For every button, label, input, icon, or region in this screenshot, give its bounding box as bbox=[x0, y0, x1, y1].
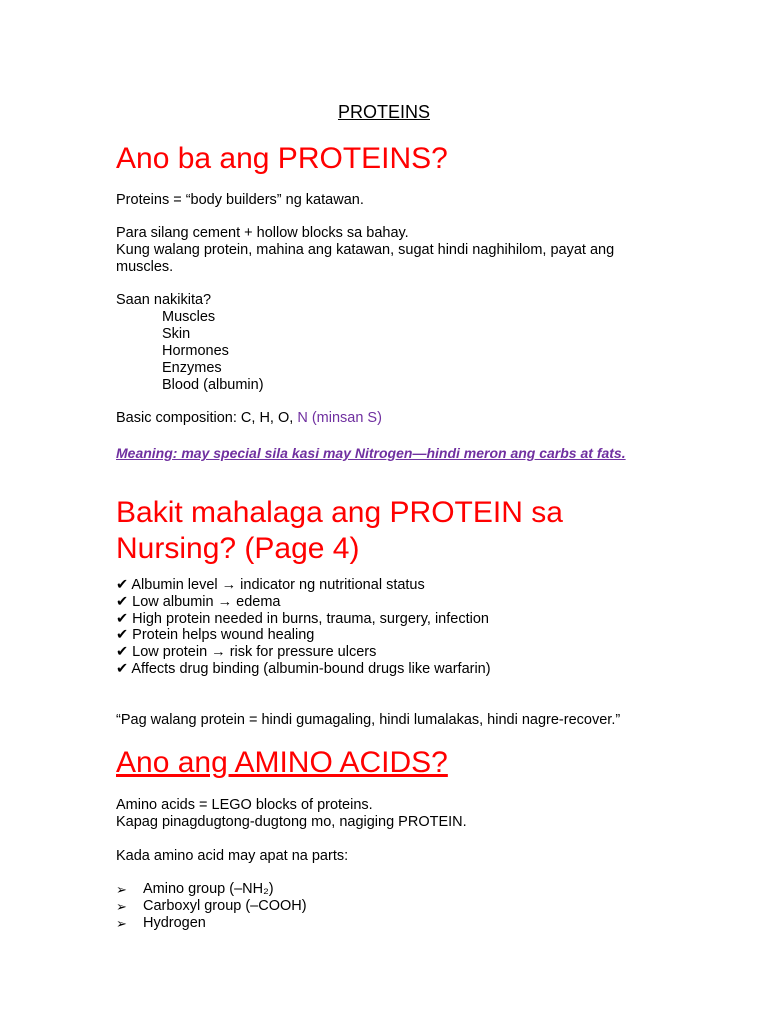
amino-line-1: Amino acids = LEGO blocks of proteins. bbox=[116, 797, 373, 813]
parts-item-text: Hydrogen bbox=[143, 915, 206, 931]
parts-item-text: Carboxyl group (–COOH) bbox=[143, 898, 307, 914]
where-item: Skin bbox=[162, 326, 191, 342]
arrowhead-bullet-icon: ➢ bbox=[116, 882, 127, 897]
proteins-definition: Proteins = “body builders” ng katawan. bbox=[116, 192, 364, 208]
where-item: Blood (albumin) bbox=[162, 377, 264, 393]
parts-label: Kada amino acid may apat na parts: bbox=[116, 848, 349, 864]
checklist-item: ✔ Low albumin → edema bbox=[116, 593, 281, 610]
analogy-line-2: Kung walang protein, mahina ang katawan, sugat hindi naghihilom, payat ang bbox=[116, 242, 615, 258]
parts-item bbox=[116, 915, 307, 932]
checklist-item: ✔ Affects drug binding (albumin-bound drugs like warfarin) bbox=[116, 660, 491, 677]
document-title: PROTEINS bbox=[337, 102, 430, 122]
arrowhead-bullet-icon: ➢ bbox=[116, 899, 127, 914]
analogy-line-1: Para silang cement + hollow blocks sa bahay. bbox=[116, 225, 409, 241]
parts-item bbox=[116, 898, 307, 915]
nursing-quote: “Pag walang protein = hindi gumagaling, hindi lumalakas, hindi nagre-recover.” bbox=[116, 712, 621, 728]
checklist-item: ✔ Albumin level → indicator ng nutritional status bbox=[116, 577, 425, 593]
checklist-item: ✔ Protein helps wound healing bbox=[116, 627, 315, 644]
parts-item-text: Amino group (–NH₂) bbox=[143, 881, 274, 897]
where-label: Saan nakikita? bbox=[116, 292, 212, 308]
section-heading-nursing-line-2: Nursing? (Page 4) bbox=[116, 532, 360, 565]
composition-prefix: Basic composition: C, H, O, bbox=[116, 410, 298, 426]
meaning-note: Meaning: may special sila kasi may Nitrogen—hindi meron ang carbs at fats. bbox=[116, 445, 626, 461]
where-item: Enzymes bbox=[162, 360, 222, 376]
where-item: Hormones bbox=[162, 343, 229, 359]
nursing-checklist bbox=[116, 577, 491, 678]
where-item: Muscles bbox=[162, 309, 216, 325]
amino-line-2: Kapag pinagdugtong-dugtong mo, nagiging PROTEIN. bbox=[116, 814, 467, 830]
amino-parts-list bbox=[116, 881, 307, 932]
section-heading-nursing-line-1: Bakit mahalaga ang PROTEIN sa bbox=[116, 496, 563, 529]
section-heading-amino-acids: Ano ang AMINO ACIDS? bbox=[116, 746, 448, 779]
composition-line bbox=[116, 410, 382, 427]
parts-item bbox=[116, 881, 307, 898]
composition-highlight: N (minsan S) bbox=[297, 410, 382, 426]
arrowhead-bullet-icon: ➢ bbox=[116, 916, 127, 931]
analogy-line-3: muscles. bbox=[116, 259, 174, 275]
checklist-item: ✔ Low protein → risk for pressure ulcers bbox=[116, 644, 377, 661]
section-heading-proteins: Ano ba ang PROTEINS? bbox=[116, 142, 448, 175]
checklist-item: ✔ High protein needed in burns, trauma, surgery, infection bbox=[116, 610, 489, 627]
